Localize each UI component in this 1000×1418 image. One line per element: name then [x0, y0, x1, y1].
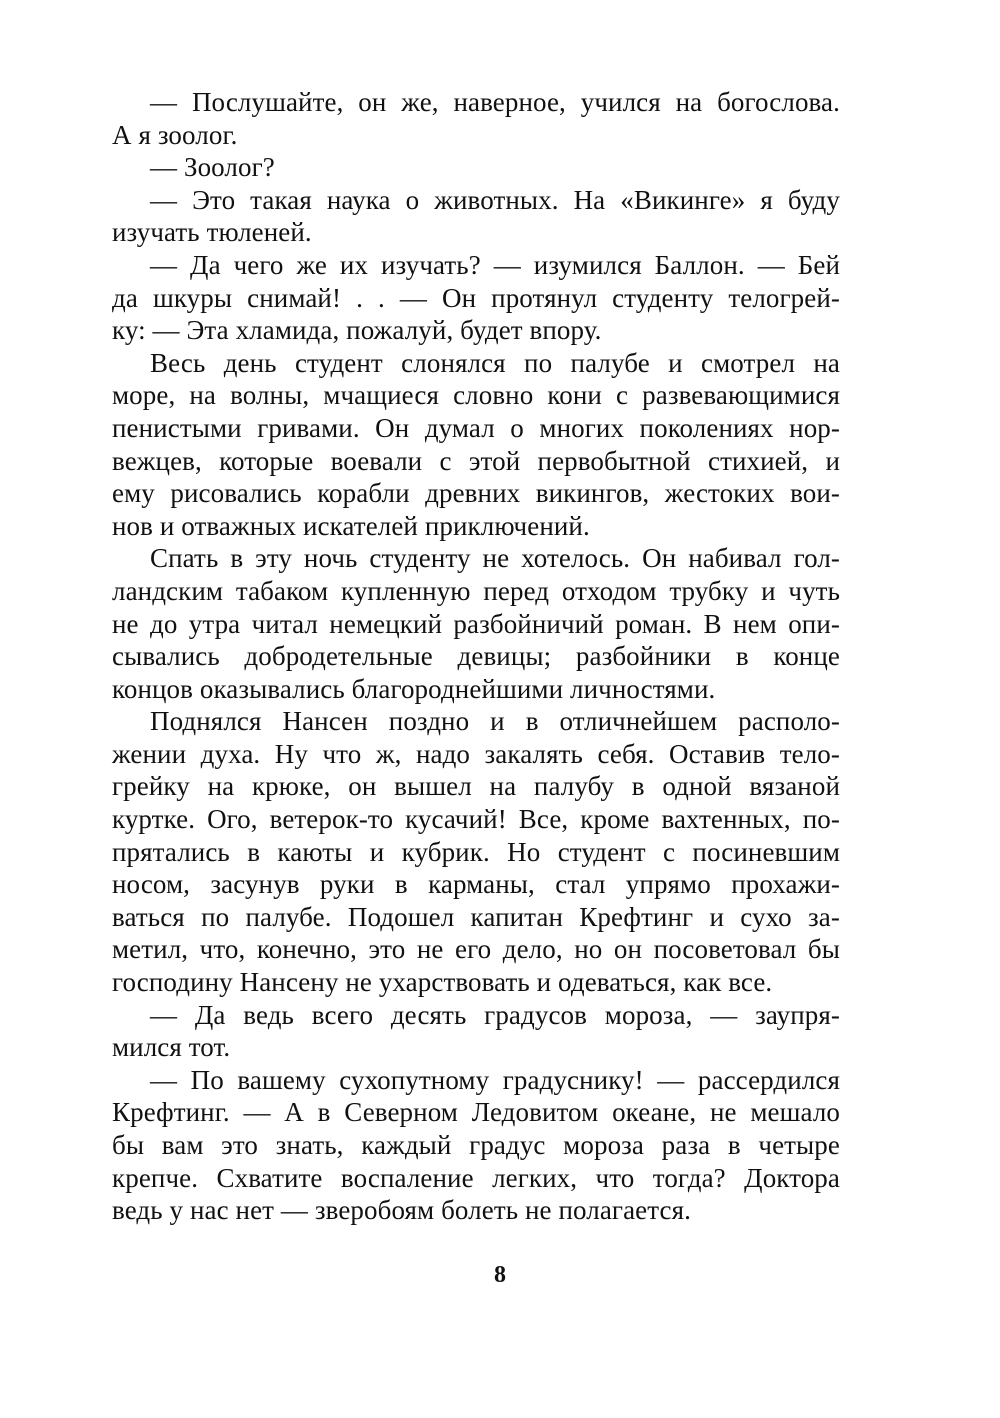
text-line: господину Нансену не ухарствовать и одеваться, как все.: [112, 967, 773, 998]
text-line: — Зоолог?: [150, 152, 275, 183]
text-line: — Послушайте, он же, наверное, учился на богослова.: [150, 87, 840, 117]
text-line: ему рисовались корабли древних викингов, жестоких вои-: [112, 478, 840, 509]
page-number: 8: [494, 1262, 506, 1288]
text-line: ку: — Эта хламида, пожалуй, будет впору.: [112, 315, 602, 346]
text-line: прятались в каюты и кубрик. Но студент с посиневшим: [112, 836, 840, 867]
text-line: — Да ведь всего десять градусов мороза, — заупря-: [150, 999, 840, 1030]
text-line: нов и отважных искателей приключений.: [112, 510, 590, 541]
text-line: носом, засунув руки в карманы, стал упрямо прохажи-: [112, 869, 840, 900]
text-line: Крефтинг. — А в Северном Ледовитом океане, не мешало: [112, 1097, 840, 1128]
text-line: Весь день студент слонялся по палубе и смотрел на: [150, 347, 840, 378]
text-line: сывались добродетельные девицы; разбойники в конце: [112, 641, 840, 672]
page-text-block: [112, 86, 840, 1227]
text-line: пенистыми гривами. Он думал о многих поколениях нор-: [112, 412, 840, 443]
text-line: куртке. Ого, ветерок-то кусачий! Все, кроме вахтенных, по-: [112, 804, 840, 835]
text-line: ведь у нас нет — зверобоям болеть не полагается.: [112, 1195, 691, 1226]
text-line: — Да чего же их изучать? — изумился Баллон. — Бей: [150, 249, 840, 280]
text-line: ваться по палубе. Подошел капитан Крефтинг и сухо за-: [112, 901, 840, 932]
text-line: метил, что, конечно, это не его дело, но он посоветовал бы: [112, 934, 840, 965]
text-line: грейку на крюке, он вышел на палубу в одной вязаной: [112, 771, 840, 802]
text-line: бы вам это знать, каждый градус мороза раза в четыре: [112, 1130, 840, 1160]
text-line: вежцев, которые воевали с этой первобытной стихией, и: [112, 445, 840, 476]
text-line: не до утра читал немецкий разбойничий роман. В нем опи-: [112, 608, 840, 639]
text-line: мился тот.: [112, 1032, 231, 1063]
text-line: — Это такая наука о животных. На «Викинге» я буду: [150, 184, 840, 215]
text-line: жении духа. Ну что ж, надо закалять себя. Оставив тело-: [112, 738, 840, 769]
text-line: А я зоолог.: [112, 119, 238, 150]
text-line: Спать в эту ночь студенту не хотелось. Он набивал гол-: [150, 543, 840, 574]
text-line: ландским табаком купленную перед отходом трубку и чуть: [112, 575, 840, 606]
text-line: крепче. Схватите воспаление легких, что тогда? Доктора: [112, 1162, 840, 1193]
text-line: — По вашему сухопутному градуснику! — рассердился: [150, 1064, 840, 1095]
text-line: концов оказывались благороднейшими личностями.: [112, 673, 716, 704]
text-line: изучать тюленей.: [112, 217, 312, 248]
text-line: море, на волны, мчащиеся словно кони с развевающимися: [112, 380, 840, 411]
text-line: да шкуры снимай! . . — Он протянул студенту телогрей-: [112, 282, 840, 313]
text-line: Поднялся Нансен поздно и в отличнейшем располо-: [150, 706, 840, 737]
